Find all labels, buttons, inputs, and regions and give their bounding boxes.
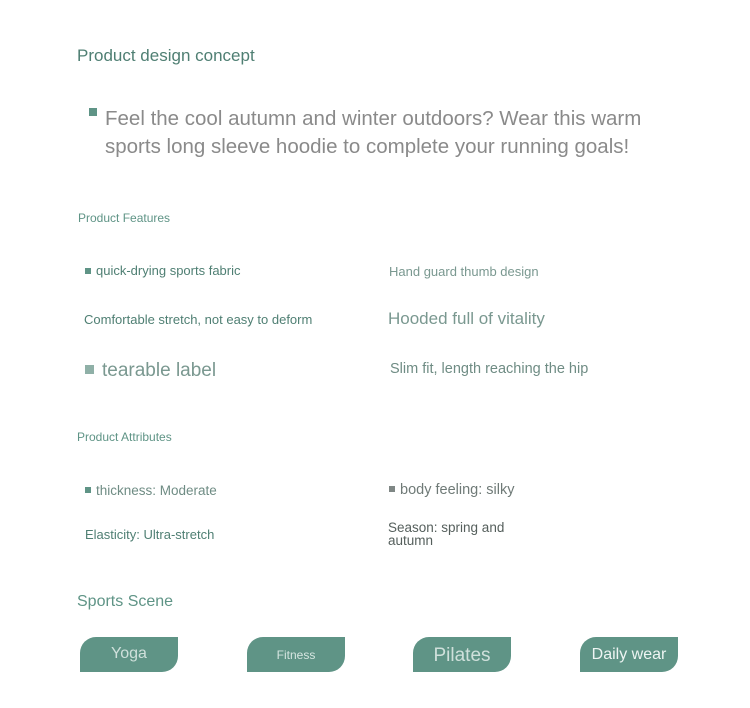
attribute-item [388,521,523,547]
feature-label: Hooded full of vitality [388,309,545,328]
attribute-label: thickness: Moderate [96,483,217,498]
concept-heading: Product design concept [77,46,255,65]
feature-label: quick-drying sports fabric [96,263,241,278]
scene-tag-yoga: Yoga [80,637,178,672]
feature-item [389,264,539,279]
attribute-item [85,527,214,542]
attribute-label: Elasticity: Ultra-stretch [85,527,215,542]
scene-tag-pilates: Pilates [413,637,511,672]
feature-item [84,312,312,327]
bullet-square-icon [85,487,91,493]
attribute-label: body feeling: silky [400,482,515,498]
feature-item [85,360,216,382]
features-heading: Product Features [78,211,171,225]
attribute-item [85,483,217,498]
bullet-square-icon [85,365,94,374]
scene-tag-daily-wear: Daily wear [580,637,678,672]
feature-label: Slim fit, length reaching the hip [390,361,589,377]
attribute-item [389,482,514,498]
feature-item [390,361,588,377]
concept-text: Feel the cool autumn and winter outdoors? Wear this warm sports long sleeve hoodie to complete your running goals! [105,107,642,158]
feature-item [85,263,241,278]
concept-bullet-icon [89,108,97,116]
attributes-heading: Product Attributes [77,430,172,444]
feature-item [388,309,545,329]
bullet-square-icon [389,486,395,492]
feature-label: Hand guard thumb design [389,264,539,279]
scene-heading: Sports Scene [77,593,174,610]
feature-label: Comfortable stretch, not easy to deform [84,312,313,327]
scene-tag-fitness: Fitness [247,637,345,672]
feature-label: tearable label [102,360,217,381]
attribute-label: Season: spring and autumn [388,520,505,548]
bullet-square-icon [85,268,91,274]
